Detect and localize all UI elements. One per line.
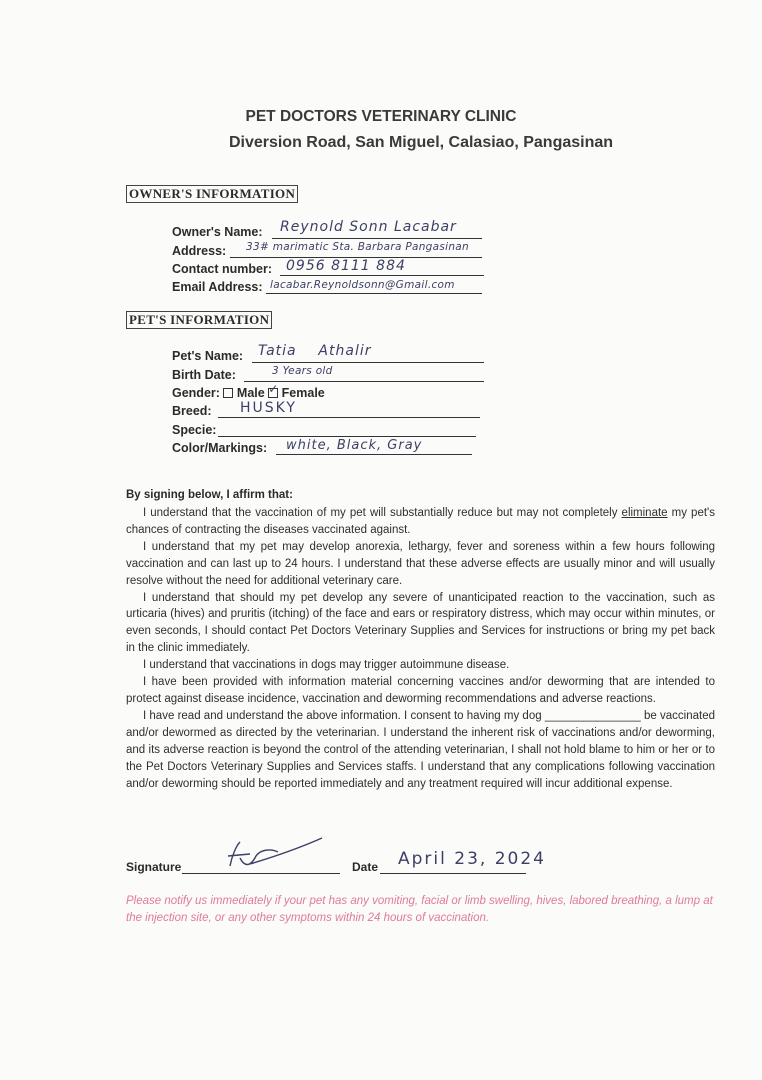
footer-note: Please notify us immediately if your pet has any vomiting, facial or limb swelling, hives, labored breathing, a lump at the injection site, or any other symptoms within 24 hours of vaccination. — [126, 895, 713, 924]
email-row — [172, 280, 263, 294]
color-line — [276, 454, 472, 455]
breed-label: Breed: — [172, 404, 212, 418]
owner-name-label: Owner's Name: — [172, 225, 263, 239]
clinic-name: PET DOCTORS VETERINARY CLINIC — [245, 108, 517, 125]
color-label: Color/Markings: — [172, 441, 268, 455]
birth-date-row — [172, 368, 236, 382]
affirmation-paragraph-2: I understand that my pet may develop anorexia, lethargy, fever and soreness within a few hours following vaccination and can last up to 24 hours. I understand that these adverse effects are usually minor and will usually resolve without the need for additional veterinary care. — [126, 540, 715, 587]
affirmation-body — [126, 505, 715, 792]
female-checkbox[interactable] — [268, 382, 279, 398]
male-option-label: Male — [236, 386, 265, 400]
address-label: Address: — [172, 244, 227, 258]
owner-section-heading: OWNER'S INFORMATION — [126, 185, 298, 203]
specie-line — [218, 436, 476, 437]
contact-row — [172, 262, 272, 276]
checkmark-icon: ✓ — [268, 382, 279, 396]
p1-text: I understand that the vaccination of my pet will substantially reduce but may not completely — [143, 507, 618, 519]
color-row — [172, 441, 267, 455]
breed-value[interactable]: HUSKY — [240, 400, 297, 416]
gender-label: Gender: — [172, 386, 220, 400]
pet-name-label: Pet's Name: — [172, 349, 244, 363]
affirmation-paragraph-1 — [126, 505, 715, 539]
specie-row — [172, 423, 216, 437]
breed-row — [172, 404, 212, 418]
email-line — [266, 293, 482, 294]
email-value[interactable]: lacabar.Reynoldsonn@Gmail.com — [270, 279, 455, 291]
date-value[interactable]: April 23, 2024 — [398, 849, 546, 869]
gender-row — [172, 382, 325, 400]
email-label: Email Address: — [172, 280, 263, 294]
date-line — [380, 873, 526, 874]
address-value[interactable]: 33# marimatic Sta. Barbara Pangasinan — [246, 241, 469, 253]
pet-name-row — [172, 349, 243, 363]
affirmation-paragraph-6: I have read and understand the above information. I consent to having my dog _______________ be vaccinated and/or dewormed as directed by the veterinarian. I understand the inherent risk of vaccinations and/or deworming, and its adverse reaction is beyond the control of the attending veterinarian, I shall not hold blame to him or her or to the Pet Doctors Veterinary Supplies and Services staffs. I understand that any complications following vaccination and/or deworming should be reported immediately and any treatment required will incur additional expense. — [126, 709, 715, 790]
pet-name-value[interactable]: Tatia Athalir — [258, 343, 372, 359]
birth-date-label: Birth Date: — [172, 368, 236, 382]
affirmation-paragraph-4: I understand that vaccinations in dogs may trigger autoimmune disease. — [143, 659, 510, 672]
signature-scribble[interactable] — [200, 836, 330, 874]
owner-name-line — [272, 238, 482, 239]
specie-label: Specie: — [172, 423, 217, 437]
contact-label: Contact number: — [172, 262, 272, 276]
p1-text-end: my pet's chances of contracting the diseases vaccinated against. — [126, 507, 715, 536]
affirmation-title: By signing below, I affirm that: — [126, 489, 293, 501]
pet-name-line — [252, 362, 484, 363]
contact-line — [280, 275, 484, 276]
owner-name-row — [172, 225, 263, 239]
female-option-label: Female — [281, 386, 325, 400]
breed-line — [218, 417, 480, 418]
birth-date-value[interactable]: 3 Years old — [272, 365, 333, 377]
color-value[interactable]: white, Black, Gray — [286, 438, 423, 453]
contact-value[interactable]: 0956 8111 884 — [286, 258, 406, 274]
pet-section-heading: PET'S INFORMATION — [126, 311, 272, 329]
affirmation-paragraph-3: I understand that should my pet develop any severe of unanticipated reaction to the vaccination, such as urticaria (hives) and pruritis (itching) of the face and ears or respiratory distress, which may occur within minutes, or even seconds, I should contact Pet Doctors Veterinary Supplies and Services for instructions or bring my pet back in the clinic immediately. — [126, 591, 715, 655]
affirmation-paragraph-5: I have been provided with information material concerning vaccines and/or deworming that are intended to protect against disease incidence, vaccination and deworming recommendations and adverse reactions. — [126, 676, 715, 705]
male-checkbox[interactable] — [223, 388, 233, 398]
p1-underlined: eliminate — [621, 507, 668, 519]
clinic-address: Diversion Road, San Miguel, Calasiao, Pangasinan — [228, 134, 614, 151]
owner-name-value[interactable]: Reynold Sonn Lacabar — [280, 219, 457, 235]
signature-label: Signature — [126, 860, 182, 874]
birth-date-line — [244, 381, 484, 382]
address-row — [172, 244, 226, 258]
date-label: Date — [352, 860, 379, 874]
